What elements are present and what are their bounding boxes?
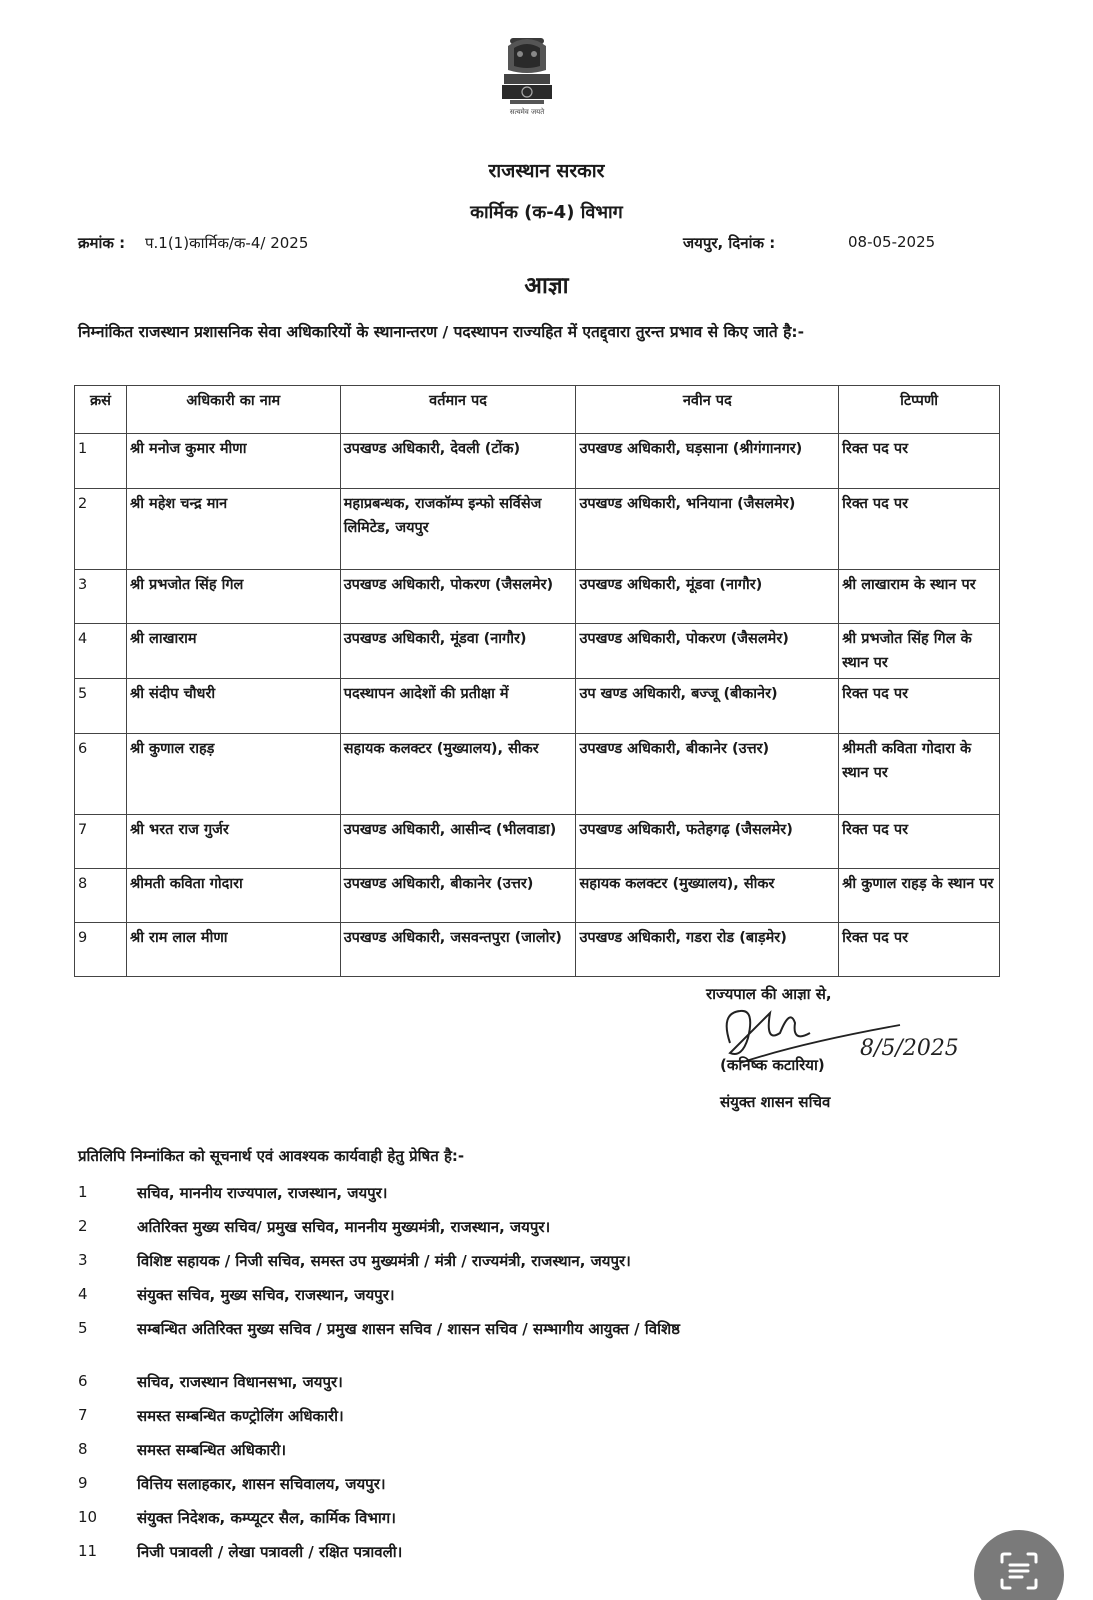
cell-current-post: महाप्रबन्धक, राजकॉम्प इन्फो सर्विसेज लिमिटेड, जयपुर [340,489,576,570]
cell-remarks: श्री कुणाल राहड़ के स्थान पर [839,869,1000,923]
item-text: विशिष्ट सहायक / निजी सचिव, समस्त उप मुख्यमंत्री / मंत्री / राज्यमंत्री, राजस्थान, जयपुर। [137,1252,631,1270]
cell-remarks: श्री लाखाराम के स्थान पर [839,570,1000,624]
cell-current-post: उपखण्ड अधिकारी, जसवन्तपुरा (जालोर) [340,923,576,977]
cell-new-post: उपखण्ड अधिकारी, पोकरण (जैसलमेर) [576,624,839,679]
date-label: जयपुर, दिनांक : [683,234,776,252]
cell-officer-name: श्री महेश चन्द्र मान [126,489,340,570]
table-row [75,489,1000,570]
signer-title: संयुक्त शासन सचिव [720,1093,831,1111]
item-text: संयुक्त निदेशक, कम्प्यूटर सैल, कार्मिक विभाग। [137,1509,396,1527]
table-row [75,923,1000,977]
cell-remarks: रिक्त पद पर [839,434,1000,489]
item-text: अतिरिक्त मुख्य सचिव/ प्रमुख सचिव, माननीय मुख्यमंत्री, राजस्थान, जयपुर। [137,1218,551,1236]
cell-new-post: उपखण्ड अधिकारी, गडरा रोड (बाड़मेर) [576,923,839,977]
cell-new-post: उपखण्ड अधिकारी, मूंडवा (नागौर) [576,570,839,624]
item-text: समस्त सम्बन्धित अधिकारी। [137,1441,287,1459]
cell-serial: 9 [75,923,127,977]
cell-current-post: पदस्थापन आदेशों की प्रतीक्षा में [340,679,576,734]
cell-serial: 5 [75,679,127,734]
table-row [75,434,1000,489]
header-new-post: नवीन पद [576,386,839,434]
item-number: 1 [78,1183,88,1201]
signed-date: 8/5/2025 [860,1036,959,1061]
item-text: सचिव, माननीय राज्यपाल, राजस्थान, जयपुर। [137,1184,388,1202]
item-text: समस्त सम्बन्धित कण्ट्रोलिंग अधिकारी। [137,1407,344,1425]
header-officer-name: अधिकारी का नाम [126,386,340,434]
cell-officer-name: श्री मनोज कुमार मीणा [126,434,340,489]
cell-officer-name: श्री कुणाल राहड़ [126,734,340,815]
cell-current-post: सहायक कलक्टर (मुख्यालय), सीकर [340,734,576,815]
table-row [75,679,1000,734]
table-row [75,815,1000,869]
cell-remarks: रिक्त पद पर [839,489,1000,570]
cell-remarks: श्री प्रभजोत सिंह गिल के स्थान पर [839,624,1000,679]
item-text: सचिव, राजस्थान विधानसभा, जयपुर। [137,1373,343,1391]
item-number: 6 [78,1372,88,1390]
item-text: सम्बन्धित अतिरिक्त मुख्य सचिव / प्रमुख शासन सचिव / शासन सचिव / सम्भागीय आयुक्त / विशिष्ठ [137,1320,681,1338]
cell-new-post: उपखण्ड अधिकारी, बीकानेर (उत्तर) [576,734,839,815]
item-text: संयुक्त सचिव, मुख्य सचिव, राजस्थान, जयपुर। [137,1286,395,1304]
table-row [75,734,1000,815]
cell-officer-name: श्री लाखाराम [126,624,340,679]
item-number: 8 [78,1440,88,1458]
cell-remarks: रिक्त पद पर [839,815,1000,869]
ref-label: क्रमांक : [78,234,126,252]
header-remarks: टिप्पणी [839,386,1000,434]
national-emblem [496,30,558,125]
item-number: 2 [78,1217,88,1235]
item-number: 11 [78,1542,98,1560]
department-name: कार्मिक (क-4) विभाग [470,202,623,223]
ref-number: प.1(1)कार्मिक/क-4/ 2025 [145,234,309,252]
header-serial: क्रसं [75,386,127,434]
cell-serial: 7 [75,815,127,869]
item-number: 4 [78,1285,88,1303]
copy-intro: प्रतिलिपि निम्नांकित को सूचनार्थ एवं आवश्यक कार्यवाही हेतु प्रेषित है:- [78,1147,465,1165]
scan-text-button[interactable] [974,1530,1064,1600]
signer-name: (कनिष्क कटारिया) [720,1056,825,1074]
cell-new-post: उप खण्ड अधिकारी, बज्जू (बीकानेर) [576,679,839,734]
cell-current-post: उपखण्ड अधिकारी, पोकरण (जैसलमेर) [340,570,576,624]
cell-remarks: रिक्त पद पर [839,923,1000,977]
cell-serial: 6 [75,734,127,815]
cell-serial: 8 [75,869,127,923]
cell-serial: 1 [75,434,127,489]
table-row [75,869,1000,923]
cell-serial: 4 [75,624,127,679]
cell-new-post: सहायक कलक्टर (मुख्यालय), सीकर [576,869,839,923]
item-number: 7 [78,1406,88,1424]
cell-current-post: उपखण्ड अधिकारी, आसीन्द (भीलवाडा) [340,815,576,869]
authority-line: राज्यपाल की आज्ञा से, [706,985,832,1003]
cell-current-post: उपखण्ड अधिकारी, मूंडवा (नागौर) [340,624,576,679]
cell-remarks: रिक्त पद पर [839,679,1000,734]
text-scan-icon [998,1550,1040,1592]
cell-serial: 3 [75,570,127,624]
cell-new-post: उपखण्ड अधिकारी, फतेहगढ़ (जैसलमेर) [576,815,839,869]
transfer-table [74,385,1000,977]
cell-serial: 2 [75,489,127,570]
cell-officer-name: श्री राम लाल मीणा [126,923,340,977]
cell-officer-name: श्री संदीप चौधरी [126,679,340,734]
intro-text: निम्नांकित राजस्थान प्रशासनिक सेवा अधिकारियों के स्थानान्तरण / पदस्थापन राज्यहित में एतद्द्वारा तुरन्त प्रभाव से किए जाते है:- [78,323,805,341]
cell-current-post: उपखण्ड अधिकारी, बीकानेर (उत्तर) [340,869,576,923]
item-number: 5 [78,1319,88,1337]
table-row [75,570,1000,624]
order-title: आज्ञा [524,273,569,299]
cell-officer-name: श्रीमती कविता गोदारा [126,869,340,923]
item-text: वित्तिय सलाहकार, शासन सचिवालय, जयपुर। [137,1475,386,1493]
cell-new-post: उपखण्ड अधिकारी, भनियाना (जैसलमेर) [576,489,839,570]
header-current-post: वर्तमान पद [340,386,576,434]
cell-current-post: उपखण्ड अधिकारी, देवली (टोंक) [340,434,576,489]
cell-officer-name: श्री भरत राज गुर्जर [126,815,340,869]
cell-officer-name: श्री प्रभजोत सिंह गिल [126,570,340,624]
item-number: 3 [78,1251,88,1269]
item-number: 9 [78,1474,88,1492]
government-name: राजस्थान सरकार [488,160,605,182]
cell-new-post: उपखण्ड अधिकारी, घड़साना (श्रीगंगानगर) [576,434,839,489]
cell-remarks: श्रीमती कविता गोदारा के स्थान पर [839,734,1000,815]
item-text: निजी पत्रावली / लेखा पत्रावली / रक्षित पत्रावली। [137,1543,403,1561]
order-date: 08-05-2025 [848,233,936,251]
table-row [75,624,1000,679]
item-number: 10 [78,1508,98,1526]
emblem-motto: सत्यमेव जयते [509,108,545,116]
table-header-row [75,386,1000,434]
